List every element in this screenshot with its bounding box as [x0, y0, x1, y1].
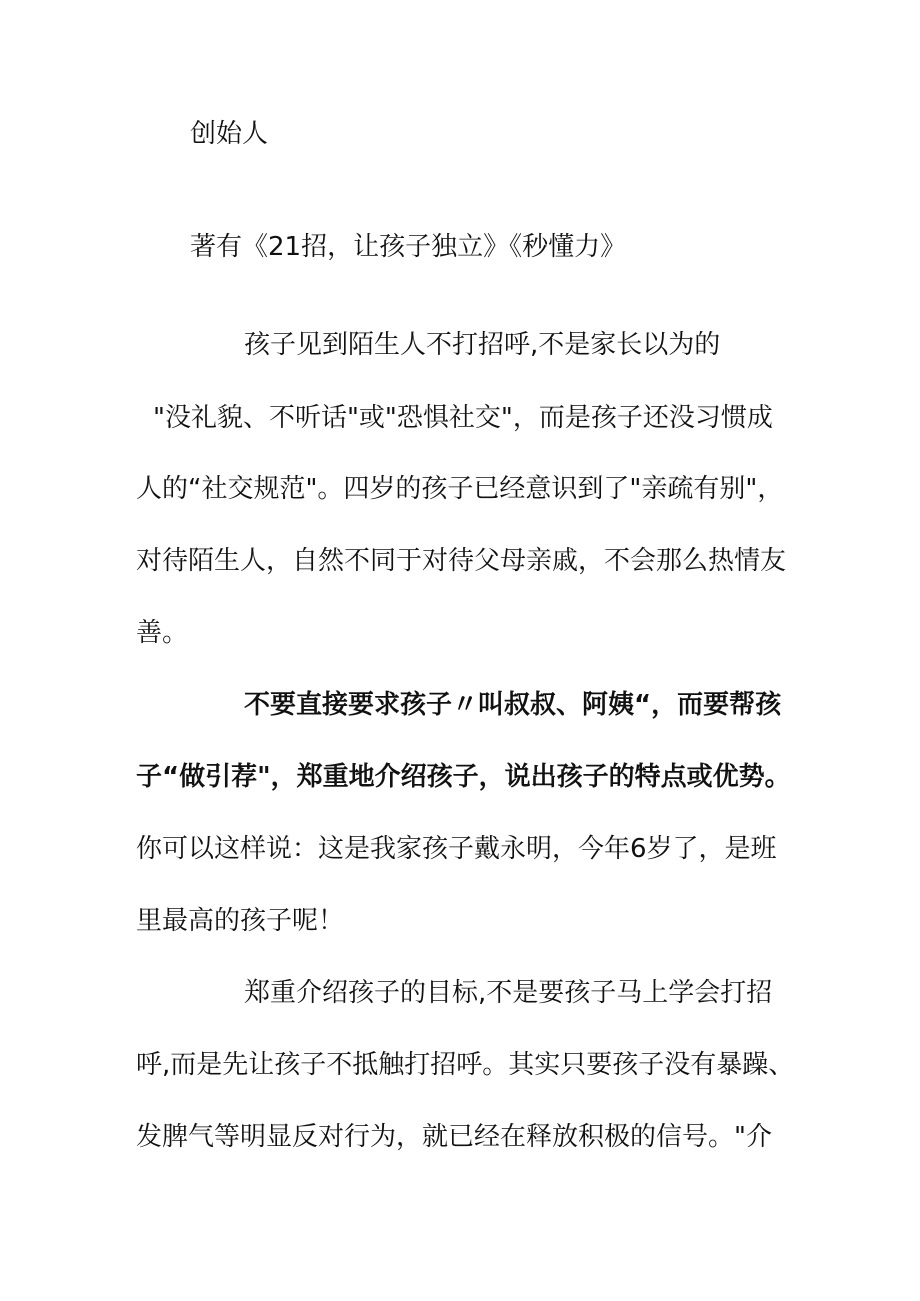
- paragraph-1-line-5: 善。: [136, 618, 189, 648]
- paragraph-3-line-3: 发脾气等明显反对行为，就已经在释放积极的信号。"介: [136, 1122, 772, 1152]
- paragraph-2-line-2: 里最高的孩子呢！: [136, 906, 345, 936]
- paragraph-2-bold-line-1: 不要直接要求孩子〃叫叔叔、阿姨“，而要帮孩: [244, 690, 782, 720]
- paragraph-3-line-1: 郑重介绍孩子的目标,不是要孩子马上学会打招: [244, 978, 773, 1008]
- paragraph-3-line-2: 呼,而是先让孩子不抵触打招呼。其实只要孩子没有暴躁、: [136, 1050, 795, 1080]
- author-books: 著有《21招，让孩子独立》《秒懂力》: [190, 232, 627, 262]
- paragraph-1-line-4: 对待陌生人，自然不同于对待父母亲戚，不会那么热情友: [136, 546, 787, 576]
- paragraph-2-bold-line-2: 子“做引荐"，郑重地介绍孩子，说出孩子的特点或优势。: [136, 762, 791, 792]
- paragraph-1-line-2: "没礼貌、不听话"或"恐惧社交"，而是孩子还没习惯成: [153, 403, 773, 433]
- paragraph-1-line-1: 孩子见到陌生人不打招呼,不是家长以为的: [244, 330, 721, 360]
- author-role: 创始人: [190, 119, 269, 149]
- paragraph-2-line-1: 你可以这样说：这是我家孩子戴永明，今年6岁了，是班: [136, 834, 777, 864]
- paragraph-1-line-3: 人的“社交规范"。四岁的孩子已经意识到了"亲疏有别"，: [136, 474, 784, 504]
